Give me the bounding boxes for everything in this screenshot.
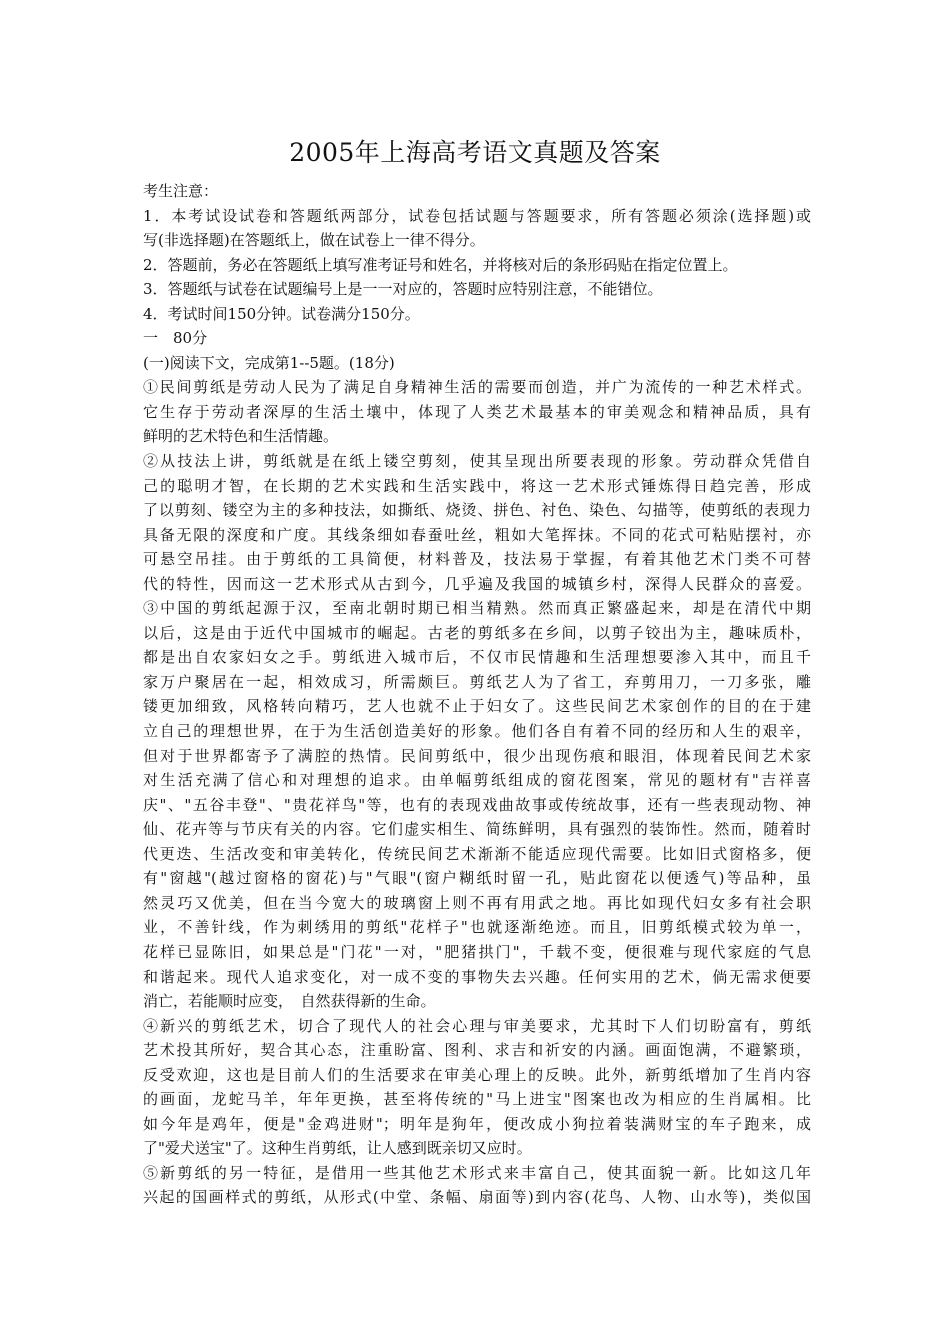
text-line: 鲜明的艺术特色和生活情趣。 — [143, 427, 339, 446]
text-line: 代更迭、生活改变和审美转化，传统民间艺术渐渐不能适应现代需要。比如旧式窗格多，便 — [143, 844, 811, 863]
text-line: 考生注意： — [143, 182, 219, 200]
text-line: 仙、花卉等与节庆有关的内容。它们虚实相生、简练鲜明，具有强烈的装饰性。然而，随着时 — [143, 820, 811, 839]
text-line: (一)阅读下文，完成第1--5题。(18分) — [143, 353, 395, 372]
text-line: 镂更加细致，风格转向精巧，艺人也就不止于妇女了。这些民间艺术家创作的目的在于建 — [143, 697, 811, 716]
text-line: 有"窗越"(越过窗格的窗花)与"气眼"(窗户糊纸时留一孔，贴此窗花以便透气)等品种，虽 — [143, 869, 811, 888]
text-line: ④新兴的剪纸艺术，切合了现代人的社会心理与审美要求，尤其时下人们切盼富有，剪纸 — [143, 1016, 811, 1035]
text-line: 己的聪明才智，在长期的艺术实践和生活实践中，将这一艺术形式锤炼得日趋完善，形成 — [143, 476, 811, 495]
text-line: 反受欢迎，这也是目前人们的生活要求在审美心理上的反映。此外，新剪纸增加了生肖内容 — [143, 1065, 811, 1084]
text-line: 兴起的国画样式的剪纸，从形式(中堂、条幅、扇面等)到内容(花鸟、人物、山水等)，类似国 — [143, 1188, 811, 1207]
text-line: 和谐起来。现代人追求变化，对一成不变的事物失去兴趣。任何实用的艺术，倘无需求便要 — [143, 967, 811, 986]
text-line: 但对于世界都寄予了满腔的热情。民间剪纸中，很少出现伤痕和眼泪，体现着民间艺术家 — [143, 746, 811, 765]
text-line: 4．考试时间150分钟。试卷满分150分。 — [143, 304, 420, 323]
document-title: 2005年上海高考语文真题及答案 — [289, 138, 661, 167]
text-line: 代的特性，因而这一艺术形式从古到今，几乎遍及我国的城镇乡村，深得人民群众的喜爱。 — [143, 574, 811, 593]
text-line: 庆"、"五谷丰登"、"贵花祥鸟"等，也有的表现戏曲故事或传统故事，还有一些表现动物、神 — [143, 795, 811, 814]
text-line: 家万户聚居在一起，相效成习，所需颇巨。剪纸艺人为了省工，弃剪用刀，一刀多张，雕 — [143, 672, 811, 691]
text-line: 消亡，若能顺时应变， 自然获得新的生命。 — [143, 992, 436, 1011]
text-line: 业，不善针线，作为刺绣用的剪纸"花样子"也就逐渐绝迹。而且，旧剪纸模式较为单一， — [143, 918, 811, 937]
text-line: 艺术投其所好，契合其心态，注重盼富、图利、求吉和祈安的内涵。画面饱满，不避繁琐， — [143, 1041, 811, 1060]
text-line: 以后，这是由于近代中国城市的崛起。古老的剪纸多在乡间，以剪子铰出为主，趣味质朴， — [143, 623, 811, 642]
text-line: 花样已显陈旧，如果总是"门花"一对，"肥猪拱门"，千载不变，便很难与现代家庭的气息 — [143, 942, 811, 961]
text-line: 可悬空吊挂。由于剪纸的工具简便，材料普及，技法易于掌握，有着其他艺术门类不可替 — [143, 550, 811, 569]
text-line: 对生活充满了信心和对理想的追求。由单幅剪纸组成的窗花图案，常见的题材有"吉祥喜 — [143, 771, 811, 790]
text-line: 都是出自农家妇女之手。剪纸进入城市后，不仅市民情趣和生活理想要渗入其中，而且千 — [143, 648, 811, 667]
text-line: 具备无限的深度和广度。其线条细如春蚕吐丝，粗如大笔挥抹。不同的花式可粘贴摆衬，亦 — [143, 525, 811, 544]
document-body — [143, 179, 811, 1210]
text-line: ⑤新剪纸的另一特征，是借用一些其他艺术形式来丰富自己，使其面貌一新。比如这几年 — [143, 1163, 811, 1182]
text-line: 的画面，龙蛇马羊，年年更换，甚至将传统的"马上进宝"图案也改为相应的生肖属相。比 — [143, 1090, 811, 1109]
text-line: 了以剪刻、镂空为主的多种技法，如撕纸、烧烫、拼色、衬色、染色、勾描等，使剪纸的表现力 — [143, 501, 811, 520]
text-line: 了"爱犬送宝"了。这种生肖剪纸，让人感到既亲切又应时。 — [143, 1139, 532, 1158]
text-line: 如今年是鸡年，便是"金鸡进财"；明年是狗年，便改成小狗拉着装满财宝的车子跑来，成 — [143, 1114, 811, 1133]
text-line: ①民间剪纸是劳动人民为了满足自身精神生活的需要而创造，并广为流传的一种艺术样式。 — [143, 378, 811, 397]
text-line: 1．本考试设试卷和答题纸两部分，试卷包括试题与答题要求，所有答题必须涂(选择题)或 — [143, 206, 811, 225]
text-line: ②从技法上讲，剪纸就是在纸上镂空剪刻，使其呈现出所要表现的形象。劳动群众凭借自 — [143, 452, 811, 471]
text-line: 3．答题纸与试卷在试题编号上是一一对应的，答题时应特别注意，不能错位。 — [143, 280, 663, 299]
text-line: 一 80分 — [143, 329, 208, 348]
text-line: 立自己的理想世界，在于为生活创造美好的形象。他们各自有着不同的经历和人生的艰辛， — [143, 722, 811, 741]
text-line: ③中国的剪纸起源于汉，至南北朝时期已相当精熟。然而真正繁盛起来，却是在清代中期 — [143, 599, 811, 618]
text-line: 它生存于劳动者深厚的生活土壤中，体现了人类艺术最基本的审美观念和精神品质，具有 — [143, 402, 811, 421]
text-line: 然灵巧又优美，但在当今宽大的玻璃窗上则不再有用武之地。再比如现代妇女多有社会职 — [143, 893, 811, 912]
text-line: 2．答题前，务必在答题纸上填写准考证号和姓名，并将核对后的条形码贴在指定位置上。 — [143, 255, 738, 274]
text-line: 写(非选择题)在答题纸上，做在试卷上一律不得分。 — [143, 231, 485, 250]
